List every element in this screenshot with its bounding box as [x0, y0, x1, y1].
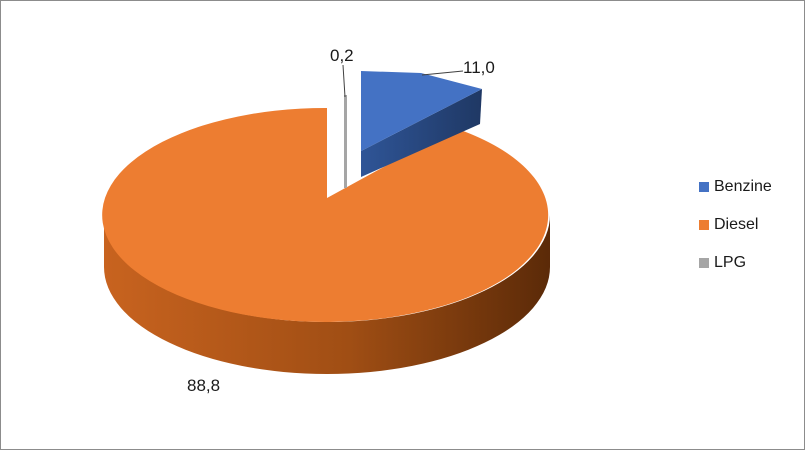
- legend: [699, 177, 772, 291]
- legend-item-benzine: [699, 177, 772, 196]
- data-label-lpg: 0,2: [330, 46, 354, 65]
- data-label-diesel: 88,8: [187, 376, 221, 395]
- legend-swatch-diesel: [699, 220, 709, 230]
- lpg-slice: [344, 95, 347, 188]
- pie-chart: [1, 1, 804, 449]
- legend-swatch-lpg: [699, 258, 709, 268]
- legend-label-diesel: Diesel: [714, 215, 759, 233]
- legend-swatch-benzine: [699, 182, 709, 192]
- legend-item-lpg: [699, 253, 772, 272]
- legend-item-diesel: [699, 215, 772, 234]
- legend-label-lpg: LPG: [714, 253, 747, 271]
- legend-label-benzine: Benzine: [714, 177, 772, 195]
- diesel-slice: [102, 108, 548, 322]
- lpg-leader-line: [343, 65, 345, 97]
- benzine-leader-line: [422, 71, 463, 75]
- data-label-benzine: 11,0: [463, 58, 495, 77]
